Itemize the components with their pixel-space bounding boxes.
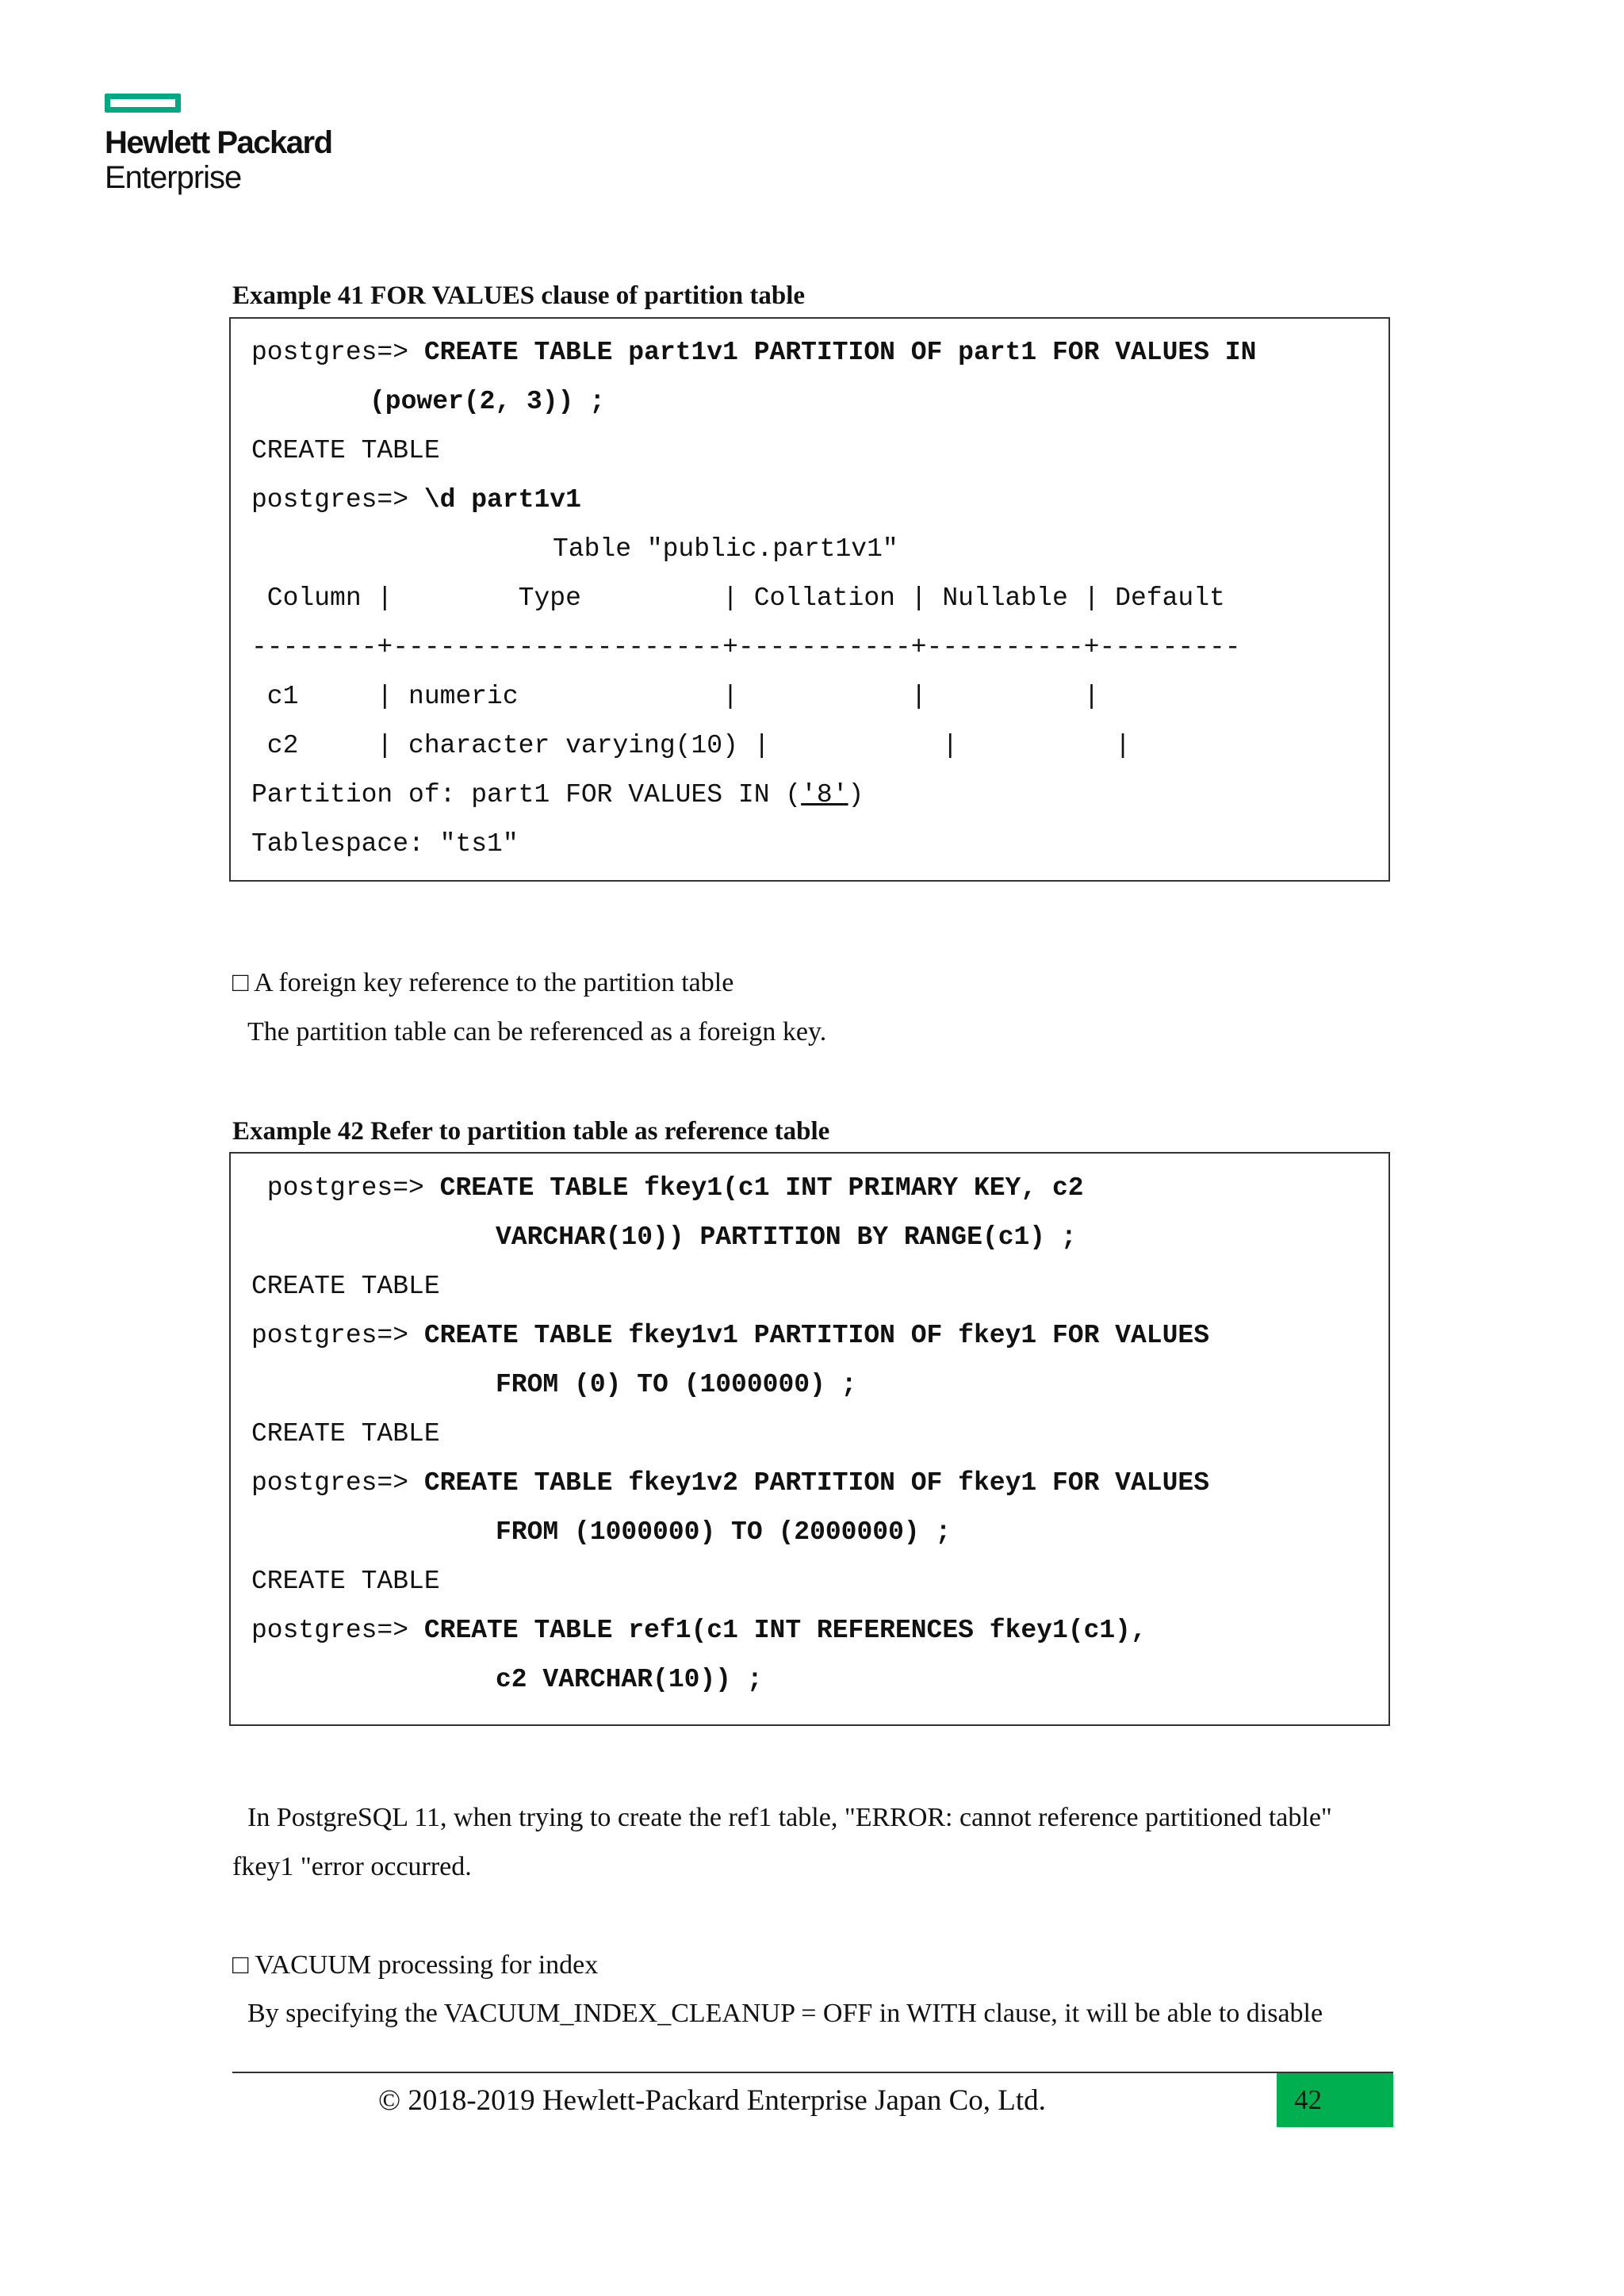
vacuum-heading: □ VACUUM processing for index xyxy=(232,1950,599,1980)
code-line: FROM (1000000) TO (2000000) ; xyxy=(496,1517,952,1547)
code-line: c2 | character varying(10) | | | xyxy=(251,731,1131,760)
code-line: postgres=> CREATE TABLE fkey1v2 PARTITION OF fkey1 FOR VALUES xyxy=(251,1468,1210,1498)
code-line: c2 VARCHAR(10)) ; xyxy=(496,1665,763,1694)
logo-text-line1: Hewlett Packard xyxy=(105,125,332,160)
code-line: postgres=> CREATE TABLE part1v1 PARTITION OF part1 FOR VALUES IN xyxy=(251,338,1257,367)
example41-caption: Example 41 FOR VALUES clause of partition table xyxy=(232,281,806,310)
code-line: VARCHAR(10)) PARTITION BY RANGE(c1) ; xyxy=(496,1223,1077,1252)
code-line: --------+---------------------+-----------+----------+--------- xyxy=(251,633,1241,662)
vacuum-text: By specifying the VACUUM_INDEX_CLEANUP = OFF in WITH clause, it will be able to disable xyxy=(247,1999,1323,2028)
example42-caption: Example 42 Refer to partition table as reference table xyxy=(232,1117,830,1146)
code-line: Partition of: part1 FOR VALUES IN ('8') xyxy=(251,780,864,809)
logo-bar-icon xyxy=(105,94,181,113)
code-line: postgres=> CREATE TABLE fkey1(c1 INT PRIMARY KEY, c2 xyxy=(251,1173,1084,1203)
fk-text: The partition table can be referenced as a foreign key. xyxy=(247,1017,827,1047)
code-line: (power(2, 3)) ; xyxy=(370,387,606,416)
page-number-badge xyxy=(1277,2073,1393,2127)
code-line: postgres=> CREATE TABLE ref1(c1 INT REFERENCES fkey1(c1), xyxy=(251,1616,1147,1645)
page-number: 42 xyxy=(1294,2084,1322,2115)
pg11-note-line2: fkey1 "error occurred. xyxy=(232,1852,472,1881)
footer-divider xyxy=(232,2072,1393,2073)
example41-code-box xyxy=(229,317,1390,882)
example42-code-box xyxy=(229,1152,1390,1726)
code-line: c1 | numeric | | | xyxy=(251,682,1100,711)
code-line: postgres=> CREATE TABLE fkey1v1 PARTITION OF fkey1 FOR VALUES xyxy=(251,1321,1210,1350)
pg11-note-line1: In PostgreSQL 11, when trying to create the ref1 table, "ERROR: cannot reference partitioned table" xyxy=(247,1803,1332,1832)
code-line: CREATE TABLE xyxy=(251,1272,440,1301)
code-line: Column | Type | Collation | Nullable | Default xyxy=(251,584,1225,613)
fk-heading: □ A foreign key reference to the partition table xyxy=(232,968,734,997)
code-line: Table "public.part1v1" xyxy=(553,534,898,564)
code-line: postgres=> \d part1v1 xyxy=(251,485,581,515)
code-line: CREATE TABLE xyxy=(251,1567,440,1596)
code-line: FROM (0) TO (1000000) ; xyxy=(496,1370,857,1399)
footer-copyright: © 2018-2019 Hewlett-Packard Enterprise Japan Co, Ltd. xyxy=(378,2084,1046,2117)
code-line: Tablespace: "ts1" xyxy=(251,829,519,859)
code-line: CREATE TABLE xyxy=(251,436,440,465)
code-line: CREATE TABLE xyxy=(251,1419,440,1448)
hpe-logo xyxy=(105,94,332,195)
logo-text-line2: Enterprise xyxy=(105,160,242,195)
